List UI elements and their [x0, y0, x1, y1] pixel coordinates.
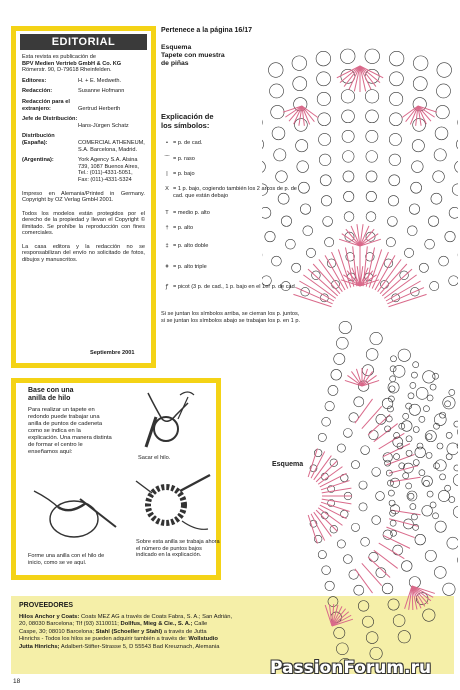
editorial-rights: Todos los modelos están protegidos por el derecho de la propiedad y llevan el Copyright © ilimitado. Se prohíbe la reproducción con fines comerciales.: [22, 210, 145, 236]
esquema-title: [161, 44, 225, 68]
editorial-row-value: Hans-Jürgen Schatz: [78, 122, 129, 129]
editorial-row-value: York Agency S.A. Alsina 739, 1087 Buenos Aires, Tel.: (011)-4331-5051, Fax: (011)-4331-5324: [78, 157, 139, 183]
legend-item-text: = 1 p. bajo, cogiendo también los 2 arcos de p. de cad. que están debajo: [173, 186, 297, 199]
anillo-box: [11, 378, 221, 580]
editorial-row: [22, 116, 145, 129]
legend-item: [161, 210, 210, 217]
chain-stitch-icon: •: [166, 140, 168, 146]
legend-item-text: = p. raso: [173, 156, 195, 162]
esquema-title-line-3: de piñas: [161, 60, 189, 67]
legend-item: [161, 264, 207, 271]
hook-pull-illustration: [128, 389, 216, 451]
prov-brand: Stahl (Schoeller y Stahl): [94, 628, 163, 635]
ring-formation-illustration: [30, 479, 120, 551]
legend-item-text: = picot (3 p. de cad., 1 p. bajo en el 1er p. de cad.: [173, 284, 297, 290]
editorial-date: Septiembre 2001: [90, 350, 135, 356]
slip-stitch-icon: ⌒: [164, 156, 170, 162]
editorial-row: [22, 88, 145, 95]
page-number: 18: [13, 678, 21, 685]
caption-forme: Forme una anilla con el hilo de inicio, como se ve aquí.: [28, 553, 105, 566]
anillo-description: Para realizar un tapete en redondo puede trabajar una anilla de puntos de cadeneta como se indica en la explicación. Una manera distinta de formar el centro le enseñamos aquí:: [28, 407, 112, 455]
prov-brand: Hilos Anchor y Coats:: [19, 614, 80, 620]
joined-single-crochet-icon: X: [165, 186, 169, 192]
prov-text: 20, 08030 Barcelona; Tlf (93) 3110011;: [19, 621, 119, 628]
legend-item: [161, 140, 202, 147]
editorial-row-value: H. + E. Medweth.: [78, 77, 122, 84]
anillo-title: [28, 387, 74, 403]
legend-item-text: = p. alto: [173, 225, 194, 231]
prov-text: a través de Jutta: [162, 628, 207, 635]
legend-item: [161, 225, 193, 232]
crochet-diagram: [262, 26, 458, 662]
legend-item-text: = p. alto triple: [173, 264, 207, 270]
prov-text: Calle: [192, 621, 208, 628]
editorial-row-key: (Argentina):: [22, 157, 54, 164]
double-crochet-icon: †: [165, 225, 169, 231]
stitches-on-ring-illustration: [132, 471, 214, 537]
editorial-printed: Impreso en Alemania/Printed in Germany. Copyright by OZ Verlag GmbH 2001.: [22, 190, 145, 203]
prov-text: Caspe, 30; 08010 Barcelona;: [19, 628, 95, 635]
legend-note: Si se juntan los símbolos arriba, se cierran los p. juntos, si se juntan los símbolos abajo se trabajan los p. en 1 p.: [161, 311, 300, 324]
editorial-disclaimer: La casa editora y la redacción no se responsabilizan del envío no solicitado de fotos, dibujos y manuscritos.: [22, 243, 145, 263]
half-double-crochet-icon: T: [165, 210, 169, 216]
treble-crochet-icon: ‡: [165, 243, 169, 249]
legend-item-text: = p. bajo: [173, 171, 195, 177]
esquema-label: Esquema: [272, 461, 304, 468]
legend-item-text: = p. de cad.: [173, 140, 203, 146]
editorial-intro-2: BPV Medien Vertrieb GmbH & Co. KG: [22, 60, 122, 67]
picot-icon: ꝭ: [165, 284, 169, 290]
caption-sacar: Sacar el hilo.: [138, 455, 171, 461]
editorial-box: [11, 26, 156, 368]
editorial-row-value: COMERCIAL ATHENEUM, S.A. Barcelona, Madrid.: [78, 139, 145, 153]
legend-item-text: = medio p. alto: [173, 210, 210, 216]
legend-item: [161, 156, 195, 163]
editorial-row: [22, 99, 145, 112]
editorial-row-key: Redacción:: [22, 88, 53, 95]
editorial-intro-3: Römerstr. 90, D-79618 Rheinfelden.: [22, 67, 112, 74]
symbols-title-line-1: Explicación de: [161, 112, 214, 121]
anillo-title-line-1: Base con una: [28, 387, 74, 394]
editorial-intro-1: Esta revista es publicación de: [22, 54, 97, 60]
single-crochet-icon: |: [166, 171, 168, 177]
editorial-row-key: Jefe de Distribución:: [22, 116, 78, 123]
prov-text: Hinrichs - Todos los hilos se pueden adquirir también a través de:: [19, 636, 187, 643]
editorial-title: EDITORIAL: [20, 34, 147, 50]
prov-brand: Jutta Hinrichs;: [19, 643, 60, 650]
caption-sobre: Sobre esta anilla se trabaja ahora el número de puntos bajos indicado en la explicación.: [136, 539, 220, 559]
anillo-title-line-2: anilla de hilo: [28, 395, 71, 402]
esquema-title-line-2: Tapete con muestra: [161, 52, 225, 59]
triple-treble-icon: ǂ: [165, 264, 169, 270]
editorial-row-key: Editores:: [22, 77, 47, 84]
editorial-row-value: Susanne Hofmann: [78, 88, 125, 95]
prov-brand: Dollfus, Mieg & Cie., S. A.;: [118, 621, 193, 628]
legend-item: [161, 171, 195, 178]
symbols-title-line-2: los símbolos:: [161, 121, 210, 130]
watermark: PassionForum.ru: [270, 658, 432, 678]
editorial-row: [22, 133, 145, 153]
prov-brand: Wollstudio: [186, 636, 218, 643]
proveedores-title: PROVEEDORES: [19, 602, 74, 609]
editorial-row: [22, 78, 145, 85]
page-reference: Pertenece a la página 16/17: [161, 27, 253, 34]
prov-text: Adalbert-Stifter-Strasse 5, D 55543 Bad Kreuznach, Alemania: [59, 643, 220, 650]
legend-item-text: = p. alto doble: [173, 243, 209, 249]
editorial-row-key: Distribución (España):: [22, 133, 55, 146]
esquema-title-line-1: Esquema: [161, 44, 192, 51]
editorial-row: [22, 157, 145, 183]
symbols-title: [161, 112, 214, 130]
editorial-row-key: Redacción para el extranjero:: [22, 98, 70, 112]
legend-item: [161, 243, 208, 250]
prov-text: Coats MEZ AG a través de Coats Fabra, S. A.; San Adrián,: [79, 614, 233, 620]
editorial-row-value: Gertrud Herberth: [78, 105, 121, 112]
